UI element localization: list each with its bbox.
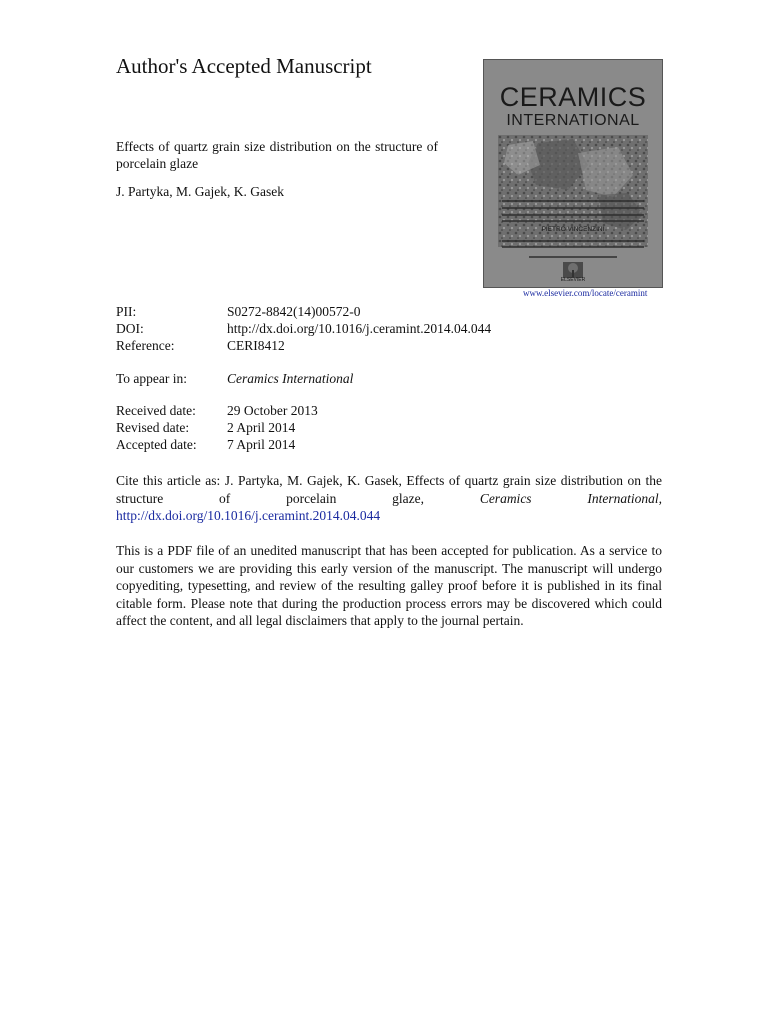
- reference-value: CERI8412: [227, 338, 285, 353]
- article-title: Effects of quartz grain size distribution on the structure of porcelain glaze: [116, 139, 438, 171]
- received-date-label: Received date:: [116, 403, 196, 418]
- pii-label: PII:: [116, 304, 137, 319]
- revised-date-value: 2 April 2014: [227, 420, 296, 435]
- citation-doi-link[interactable]: http://dx.doi.org/10.1016/j.ceramint.2014.04.044: [116, 508, 381, 523]
- article-authors: J. Partyka, M. Gajek, K. Gasek: [116, 184, 284, 199]
- cover-text-line: [502, 214, 644, 216]
- appear-in-value: Ceramics International: [227, 371, 354, 386]
- cover-text-line: [502, 220, 644, 222]
- journal-homepage-link[interactable]: www.elsevier.com/locate/ceramint: [523, 288, 648, 298]
- cover-text-line: [502, 246, 644, 248]
- cover-text-line: [502, 200, 644, 202]
- doi-value: http://dx.doi.org/10.1016/j.ceramint.2014.04.044: [227, 321, 492, 336]
- journal-cover: [483, 59, 663, 288]
- reference-label: Reference:: [116, 338, 175, 353]
- received-date-value: 29 October 2013: [227, 403, 318, 418]
- publisher-tree-logo-icon: [563, 262, 583, 278]
- doi-label: DOI:: [116, 321, 144, 336]
- citation-journal: Ceramics International,: [479, 490, 662, 506]
- cover-text-line: [502, 240, 644, 242]
- cover-editor-name: PIETRO VINCENZINI: [541, 226, 605, 233]
- revised-date-label: Revised date:: [116, 420, 190, 435]
- manuscript-header: Author's Accepted Manuscript: [116, 54, 372, 78]
- disclaimer-paragraph: This is a PDF file of an unedited manuscript that has been accepted for publication. As a service to our customers we are providing this early version of the manuscript. The manuscript will undergo copyediting, typesetting, and review of the resulting galley proof before it is published in its final citable form. Please note that during the production process errors may be discovered which could affect the content, and all legal disclaimers that apply to the journal pertain.: [116, 543, 662, 628]
- cover-text-line: [529, 256, 617, 258]
- cover-subtitle: INTERNATIONAL: [506, 112, 640, 129]
- accepted-date-label: Accepted date:: [116, 437, 197, 452]
- citation-text: Cite this article as: J. Partyka, M. Gajek, K. Gasek, Effects of quartz grain size distribution on the structure of porcelain glaze,: [116, 473, 662, 506]
- pii-value: S0272-8842(14)00572-0: [227, 304, 361, 319]
- cover-text-line: [502, 207, 644, 209]
- accepted-date-value: 7 April 2014: [227, 437, 296, 452]
- appear-in-label: To appear in:: [116, 371, 188, 386]
- cover-brand: CERAMICS: [499, 82, 647, 112]
- citation-paragraph: [116, 472, 662, 525]
- cover-publisher: ELSEVIER: [560, 277, 586, 283]
